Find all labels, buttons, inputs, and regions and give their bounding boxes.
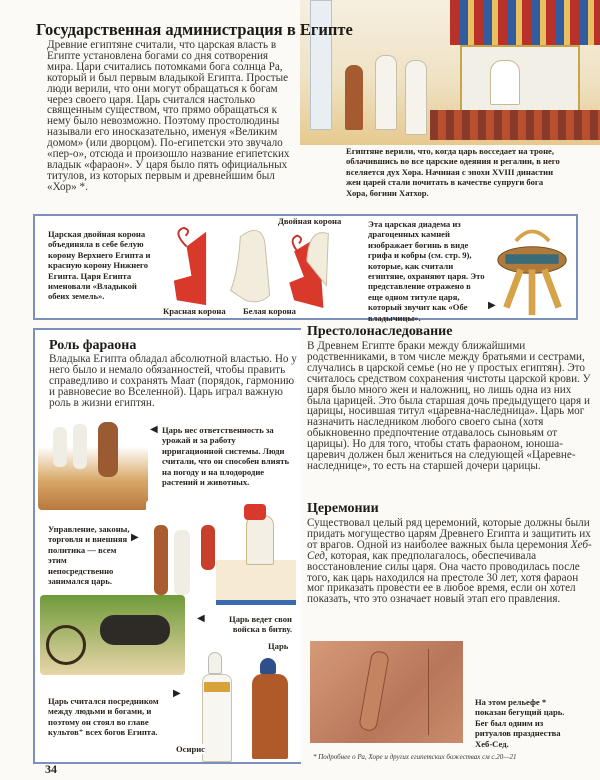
role-title: Роль фараона	[49, 338, 137, 353]
double-crown-label: Двойная корона	[278, 216, 342, 226]
harvest-caption: Царь нес ответственность за урожай и за работу ирригационной системы. Люди считали, что он способен влиять на погоду и на плодородие растений и животных.	[162, 425, 289, 488]
intro-paragraph: Древние египтяне считали, что царская власть в Египте установлена богами со дня сотворения мира. Цари считались потомками бога солнца Ра, который и был первым владыкой Египта. Простые люди верили, что они могут обращаться к богам через своего царя. Царь считался настолько священным существом, что прямо обращаться к нему было невозможно. Поэтому простолюдины называли его иносказательно, именуя «Великим домом» (или дворцом). По-египетски это звучало «пер-о», отсюда и произошло название египетских владык «фараон». У царя было пять официальных титулов, из которых первым и древнейшим был «Хор» *.	[47, 39, 290, 193]
ceremonies-text-1: Существовал целый ряд церемоний, которые должны были придать могущество царям Древнего Египта и защитить их от врагов. Одной из наиболее важных была церемония	[307, 517, 591, 551]
diadem-illustration	[490, 222, 575, 317]
mediator-caption: Царь считался посредником между людьми и богами, и поэтому он стоял во главе культов⁺ всех богов Египта.	[48, 696, 159, 738]
osiris-and-king-illustration	[190, 652, 300, 764]
red-crown	[174, 232, 206, 305]
pointer-arrow-icon: ◀	[197, 613, 205, 624]
double-crown-caption: Царская двойная корона объединяла в себе белую корону Верхнего Египта и красную корону Нижнего Египта. Царя Египта именовали «Владыкой обеих земель».	[48, 229, 151, 302]
page-title: Государственная администрация в Египте	[36, 20, 353, 39]
battle-caption: Царь ведет свои войска в битву.	[229, 614, 292, 635]
relief-caption: На этом рельефе * показан бегущий царь. Бег был одним из ритуалов празднества Хеб-Сед.	[475, 697, 565, 749]
osiris-label: Осирис	[176, 744, 205, 754]
page-number: 34	[45, 762, 57, 776]
heb-sed-term: Хеб-Сед	[307, 538, 592, 562]
diadem-caption: Эта царская диадема из драгоценных камней изображает богинь в виде грифа и кобры (см. стр. 9), которые, как считали египтяне, охраняют царя. Это представление отражено в еще одном титуле царя, который звучит как «Обе владычицы».	[368, 219, 485, 323]
crowns-illustration	[160, 222, 350, 310]
king-label: Царь	[268, 641, 289, 651]
pointer-arrow-icon: ▶	[173, 688, 181, 699]
ceremonies-title: Церемонии	[307, 501, 379, 516]
ceremonies-text-2: , которая, как предполагалось, обеспечивала восстановление силы царя. Она часто проводилась после того, как царь находился на престоле 30 лет, хотя фараон мог приказать провести ее в любое время, если он хотел показать, что это означает новый этап его правления.	[307, 549, 580, 606]
ceremonies-paragraph	[307, 518, 592, 605]
heb-sed-relief-image	[310, 641, 463, 743]
pointer-arrow-icon: ▶	[488, 300, 496, 311]
footnote: * Подробнее о Ра, Хоре и других египетских божествах см с.20—21	[313, 753, 517, 761]
red-crown-label: Красная корона	[163, 306, 226, 316]
chariot-illustration	[40, 595, 185, 675]
role-paragraph: Владыка Египта обладал абсолютной властью. Но у него было и немало обязанностей, чтобы править справедливо и сохранять Маат (порядок, гармонию и равновесие во Вселенной). Царь играл важную роль в жизни египтян.	[49, 353, 297, 409]
farmers-illustration	[38, 412, 148, 510]
throne-caption: Египтяне верили, что, когда царь восседает на троне, облачившись во все царские одеяния и регалии, в него вселяется дух Хора. Начиная с эпохи XVIII династии жен царей стали почитать в качестве супруги бога Хора, богини Хатхор.	[346, 146, 560, 198]
pointer-arrow-icon: ▶	[131, 532, 139, 543]
white-crown	[231, 230, 270, 301]
succession-title: Престолонаследование	[307, 324, 453, 339]
succession-paragraph: В Древнем Египте браки между ближайшими родственниками, в том числе между братьями и сестрами, случались в царской семье (но не у простых египтян). Это считалось средством сохранения чистоты царской крови. У царя было много жен и наложниц, но лишь одна из них была царицей. Это была старшая дочь предыдущего царя и царицы, носившая титул «царевна-наследница». Царь мог назначить наследником любого своего сына (хотя обыкновенно предпочтение отдавалось сыновьям от царицы). Но для того, чтобы стать фараоном, юноша-царевич должен был жениться на следующей «Царевне-наследнице», то есть на старшей дочери царицы.	[307, 340, 591, 472]
throne-court-illustration	[146, 500, 298, 610]
government-caption: Управление, законы, торговля и внешняя политика — всем этим непосредственно занимался царь.	[48, 524, 130, 587]
pointer-arrow-icon: ◀	[150, 424, 158, 435]
white-crown-label: Белая корона	[243, 306, 296, 316]
